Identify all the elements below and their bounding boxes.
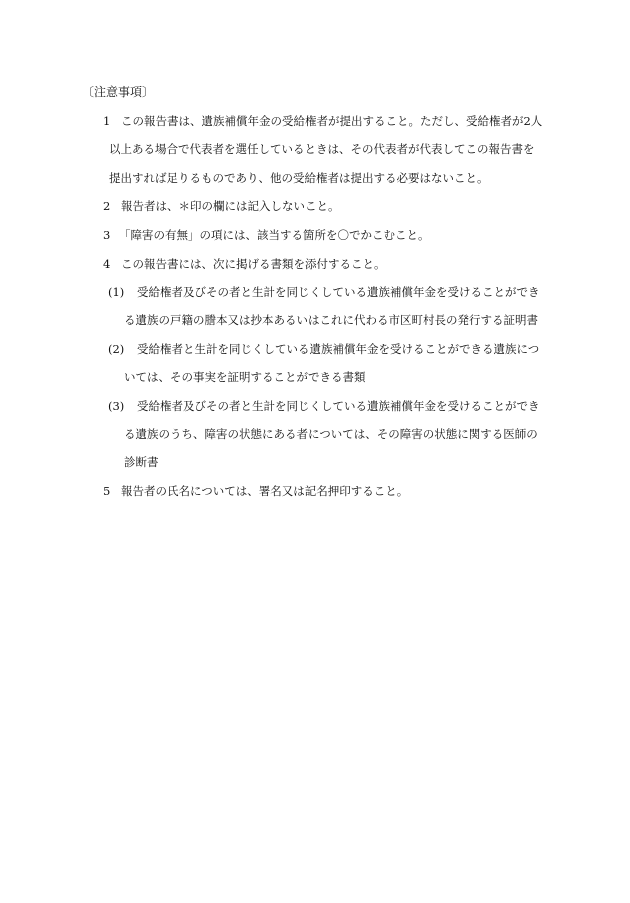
item-1-number: 1 (103, 114, 111, 128)
item-4-number: 4 (103, 257, 111, 271)
subitem-3-line-1: 受給権者及びその者と生計を同じくしている遺族補償年金を受けることができ (137, 399, 540, 413)
subitem-1-line-1: 受給権者及びその者と生計を同じくしている遺族補償年金を受けることができ (137, 285, 540, 299)
subitem-3-line-3: 診断書 (124, 455, 159, 469)
item-3-text: 「障害の有無」の項には、該当する箇所を〇でかこむこと。 (119, 228, 430, 242)
item-4-text: この報告書には、次に掲げる書類を添付すること。 (121, 257, 386, 271)
subitem-3-number: (3) (108, 399, 125, 413)
item-5-text: 報告者の氏名については、署名又は記名押印すること。 (121, 484, 409, 498)
item-1-line-1: この報告書は、遺族補償年金の受給権者が提出すること。ただし、受給権者が2人 (121, 114, 543, 128)
item-2-text: 報告者は、＊印の欄には記入しないこと。 (121, 199, 340, 213)
item-1-line-2: 以上ある場合で代表者を選任しているときは、その代表者が代表してこの報告書を (109, 142, 535, 156)
subitem-2-line-2: いては、その事実を証明することができる書類 (124, 370, 366, 384)
subitem-3-line-2: る遺族のうち、障害の状態にある者については、その障害の状態に関する医師の (124, 427, 538, 441)
subitem-2-number: (2) (108, 342, 125, 356)
subitem-2-line-1: 受給権者と生計を同じくしている遺族補償年金を受けることができる遺族につ (137, 342, 540, 356)
item-5-number: 5 (103, 484, 111, 498)
item-2-number: 2 (103, 199, 111, 213)
item-3-number: 3 (103, 228, 111, 242)
notes-heading: 〔注意事項〕 (82, 85, 155, 99)
item-1-line-3: 提出すれば足りるものであり、他の受給権者は提出する必要はないこと。 (109, 171, 489, 185)
subitem-1-line-2: る遺族の戸籍の謄本又は抄本あるいはこれに代わる市区町村長の発行する証明書 (124, 313, 538, 327)
subitem-1-number: (1) (108, 285, 125, 299)
